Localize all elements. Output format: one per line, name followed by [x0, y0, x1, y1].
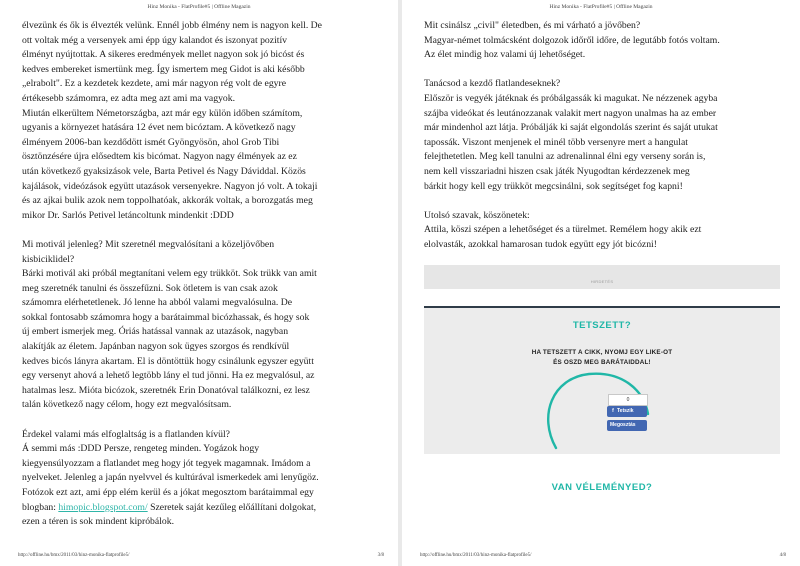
left-page: [0, 0, 398, 566]
text-line: értékesebb számomra, ez adta meg azt ami ma vagyok.: [22, 92, 236, 104]
text-line: szájba videókat és leutánozzanak valakit mert nagyon unalmas ha az ember: [424, 107, 717, 119]
text-line: kajálások, videózások együtt utazások versenyekre. Nagyon jó volt. A tokaji: [22, 180, 318, 192]
text-line: kisbiciklidel?: [22, 253, 75, 265]
facebook-share-button[interactable]: [607, 420, 647, 431]
paragraph-last-words: [424, 209, 784, 253]
share-title: TETSZETT?: [572, 320, 632, 331]
ad-banner[interactable]: HIRDETÉS: [424, 265, 780, 289]
text-line: ösztönzésére újra elősedtem kis bicómat. Nagyon nagy élmények az ez: [22, 151, 297, 163]
text-line: egy versenyt ahová a lehető legtöbb lány el tud jönni. Ha ez megvalósul, az: [22, 370, 315, 382]
text-line: Érdekel valami más elfoglaltság is a flatlanden kívül?: [22, 428, 230, 440]
text-line: nyelveket. Jelenleg a japán nyelvvel és kultúrával ismerkedek ami lenyűgöz.: [22, 472, 319, 484]
share-box: [424, 306, 780, 454]
blog-suffix: Szeretek saját kezűleg előállítani dolgokat,: [147, 501, 317, 513]
text-line: talán következő nagy célom, hogy ezt megvalósítsam.: [22, 399, 232, 411]
share-text-line2: ÉS OSZD MEG BARÁTAIDDAL!: [553, 359, 651, 366]
text-line: Először is vegyék játéknak és próbálgassák ki magukat. Ne nézzenek agyba: [424, 92, 718, 104]
paragraph-motivation: [22, 238, 378, 413]
text-line: hatalmas lesz. Mióta bicózok, szeretnék Erin Donatóval találkozni, ez lesz: [22, 384, 310, 396]
paragraph-childhood: [22, 19, 378, 223]
paragraph-civil-life: [424, 19, 784, 63]
text-line: és az ajkai bulik azok nem toppolhatóak, akkorák voltak, a borozgatás meg: [22, 195, 313, 207]
share-text-line1: HA TETSZETT A CIKK, NYOMJ EGY LIKE-OT: [531, 349, 673, 356]
page-header: Hinz Monika - FlatProfile#5 | Offline Magazin: [147, 4, 251, 10]
like-label: Tetszik: [617, 408, 634, 414]
article-body-left: [22, 19, 378, 530]
footer-url: http://offline.hu/bmx/2011/03/hinz-monika-flatprofile5/: [18, 553, 130, 558]
text-line: tapossák. Viszont menjenek el minél több versenyre mert a hangulat: [424, 136, 688, 148]
text-line: után következő gyaksizások vele, Barta Petivel és Nagy Dáviddal. Közös: [22, 165, 306, 177]
page-number: 3/8: [377, 553, 384, 558]
text-line: Magyar-német tolmácsként dolgozok időről időre, de legutább fotós voltam.: [424, 34, 720, 46]
paragraph-advice: [424, 77, 784, 194]
footer-url: http://offline.hu/bmx/2011/03/hinz-monika-flatprofile5/: [420, 553, 532, 558]
text-line: ott voltak még a versenyek ami épp úgy kalandot és iszonyat pozitív: [22, 34, 287, 46]
text-line: meg szeretnék tanulni és összefűzni. Sok ötletem is van csak azok: [22, 282, 278, 294]
text-line: ugyanis a környezet hatására 12 évet nem bicóztam. A következő nagy: [22, 122, 296, 134]
blog-prefix: blogban:: [22, 501, 59, 513]
page-footer: [18, 553, 384, 558]
text-line: nem kell visszariadni hiszen csak játék Nyugodtan kérdezzenek meg: [424, 165, 690, 177]
text-line: már mindenhol azt látja. Próbálják ki saját elgondolás szerint és saját utukat: [424, 122, 718, 134]
text-line: sokkal fontosabb számomra hogy a barátaimmal bicózhassak, és hogy sok: [22, 311, 310, 323]
share-label: Megosztás: [610, 422, 636, 428]
text-line: Fotózok ezt azt, ami épp elém kerül és a jókat megosztom barátaimmal egy: [22, 487, 314, 498]
share-text: [424, 348, 780, 368]
text-line: Mi motivál jelenleg? Mit szeretnél megvalósítani a közeljövőben: [22, 238, 275, 250]
article-body-right: [424, 19, 784, 253]
text-line: élvezünk és ők is élvezték velünk. Ennél jobb élmény nem is nagyon kell. De: [22, 20, 322, 31]
text-line: elolvasták, azokkal hamarosan tudok együtt egy jót bicózni!: [424, 238, 657, 250]
text-line: új embert ismerjek meg. Óriás hatással vannak az utazások, nagyban: [22, 326, 289, 338]
text-line: Mit csinálsz „civil" életedben, és mi várható a jövőben?: [424, 20, 641, 31]
text-line: számomra elérhetetlenek. Jó lenne ha abból valami megvalósulna. De: [22, 297, 293, 309]
text-line: Attila, köszi szépen a lehetőséget és a türelmet. Remélem hogy akik ezt: [424, 224, 702, 236]
text-line: élményt nyújtottak. A sikeres eredmények mellet nagyon sok jó bicóst és: [22, 49, 305, 61]
text-line: Az élet mindig hoz valami új lehetőséget.: [424, 49, 586, 61]
facebook-like-button[interactable]: [607, 406, 647, 417]
paragraph-hobbies: [22, 428, 378, 501]
facebook-icon: f: [612, 408, 614, 414]
text-line: kiegyensúlyozzam a flatlandet meg hogy jót tegyek magamnak. Imádom a: [22, 457, 311, 469]
text-line: alakítják az életem. Japánban nagyon sok ügyes szorgos és rendkívül: [22, 341, 290, 353]
page-number: 4/8: [779, 553, 786, 558]
text-line: bárkit hogy kell egy trükköt megcsinálni, sok segítséget fog kapni!: [424, 180, 683, 192]
text-line: kedves bicós lányra akartam. El is döntöttük hogy csinálunk egyszer együtt: [22, 355, 314, 367]
blog-link[interactable]: himopic.blogspot.com/: [58, 501, 148, 513]
text-line: kedves embereket ismertünk meg. Így ismertem meg Gidot is aki később: [22, 63, 305, 75]
text-line: Bárki motivál aki próbál megtanítani velem egy trükköt. Sok trükk van amit: [22, 268, 317, 280]
text-line: mikor Dr. Sarlós Petivel letáncoltunk mindenkit :DDD: [22, 209, 234, 221]
page-header: Hinz Monika - FlatProfile#5 | Offline Magazin: [549, 4, 653, 10]
comments-title: VAN VÉLEMÉNYED?: [551, 482, 653, 493]
blog-line: [22, 501, 378, 516]
text-line: „elrabolt". Ez a kezdetek kezdete, ami már nagyon rég volt de egyre: [22, 78, 287, 90]
text-line: élményem 2006-ban kezdődött ismét Gyöngyösön, ahol Grob Tibi: [22, 136, 280, 148]
text-line: Utolsó szavak, köszönetek:: [424, 209, 530, 221]
text-line: felejthetetlen. Meg kell tanulni az adrenalinnal élni egy verseny során is,: [424, 151, 706, 163]
like-count: 0: [608, 394, 648, 406]
paragraph-hobbies-last: ezen a téren is sok mindent kipróbálok.: [22, 516, 174, 528]
text-line: Miután elkerültem Németországba, azt már egy külön időben számítom,: [22, 107, 303, 119]
right-page: [402, 0, 800, 566]
text-line: Á semmi más :DDD Persze, rengeteg minden. Yogázok hogy: [22, 443, 260, 455]
text-line: Tanácsod a kezdő flatlandeseknek?: [424, 78, 561, 90]
page-footer: [420, 553, 786, 558]
